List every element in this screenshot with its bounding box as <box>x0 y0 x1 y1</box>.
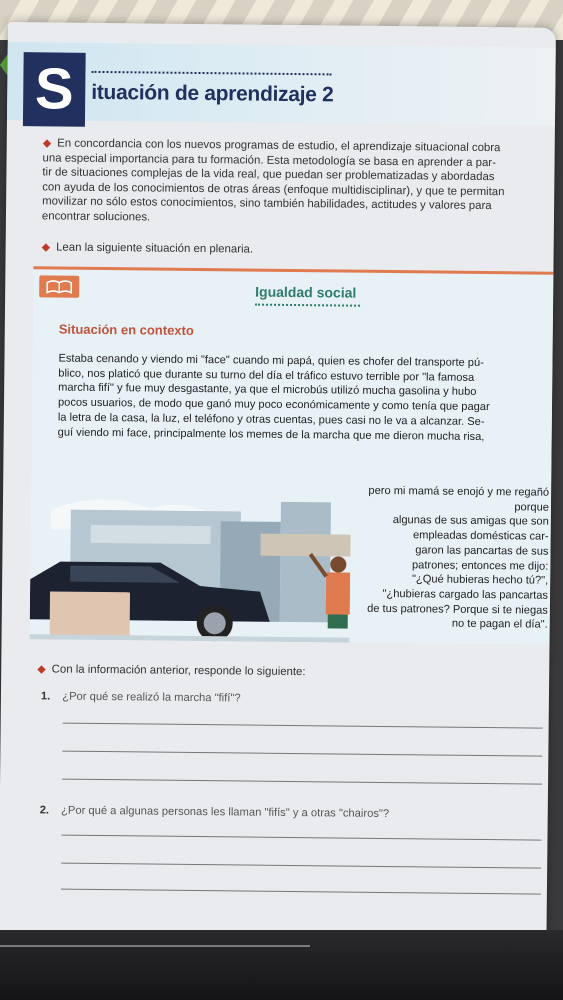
question-number: 1. <box>40 690 51 703</box>
bottom-rule <box>0 945 310 947</box>
intro-line: una especial importancia para tu formación. Esta metodología se basa en aprender a par- <box>42 151 496 169</box>
context-title: Situación en contexto <box>58 321 194 338</box>
bullet-icon: ◆ <box>37 663 46 676</box>
header-band <box>7 42 556 126</box>
header-dotted-rule <box>91 71 331 78</box>
story-text-right <box>336 483 550 632</box>
intro-line: encontrar soluciones. <box>41 210 151 224</box>
section-initial-box <box>23 52 86 127</box>
story-line: pocos usuarios, de modo que ganó muy poco económicamente y como tenía que pagar <box>57 396 490 414</box>
story-line: pero mi mamá se enojó y me regañó porque <box>368 484 550 514</box>
story-text <box>58 352 549 445</box>
story-line: la letra de la casa, la luz, el teléfono y otras cuentas, pues casi no le va a alcanzar. Se- <box>57 411 485 428</box>
answer-line[interactable] <box>61 889 541 895</box>
street-illustration <box>30 469 352 642</box>
story-line: "¿hubieras cargado las pancartas <box>382 587 549 602</box>
activity-instruction-text: Con la información anterior, responde lo siguiente: <box>51 663 306 679</box>
answer-line[interactable] <box>61 835 541 841</box>
story-line: patrones; entonces me dijo: <box>411 558 549 573</box>
story-line: blico, nos platicó que durante su turno del día el tráfico estuvo terrible por "la famosa <box>58 367 475 384</box>
section-initial: S <box>34 56 74 122</box>
bottom-shadow <box>0 930 563 1000</box>
answer-line[interactable] <box>61 863 541 869</box>
book-tab <box>39 275 79 297</box>
box-title: Igualdad social <box>255 283 357 301</box>
bullet-icon: ◆ <box>41 241 51 254</box>
open-book-icon <box>45 278 73 294</box>
intro-line: tir de situaciones complejas de la vida real, que puedan ser problematizadas y abordadas <box>42 166 495 184</box>
intro-line: con ayuda de los conocimientos de otras áreas (enfoque multidisciplinar), y que te permitan <box>42 181 505 198</box>
page-title: ituación de aprendizaje 2 <box>91 80 334 107</box>
box-title-dotted-rule <box>255 304 360 307</box>
intro-line: movilizar no sólo estos conocimientos, sino también habilidades, actitudes y valores para <box>42 195 492 213</box>
story-line: algunas de sus amigas que son <box>392 514 549 529</box>
bullet-icon: ◆ <box>42 137 52 150</box>
story-line: no te pagan el día". <box>451 618 548 632</box>
textbook-page <box>0 22 556 953</box>
question-1 <box>41 690 241 704</box>
answer-line[interactable] <box>63 723 543 729</box>
story-line: guí viendo mi face, principalmente los memes de la marcha que me dieron mucha risa, <box>57 426 485 443</box>
situation-box <box>30 266 554 644</box>
question-number: 2. <box>39 804 50 817</box>
answer-line[interactable] <box>62 751 542 757</box>
story-line: "¿Qué hubieras hecho tú?", <box>411 573 549 587</box>
instruction-text: Lean la siguiente situación en plenaria. <box>56 241 254 256</box>
story-line: empleadas domésticas car- <box>412 529 549 543</box>
story-line: garon las pancartas de sus <box>415 544 549 558</box>
story-line: marcha fifí" y fue muy desgastante, ya que el microbús utilizó mucha gasolina y hubo <box>58 381 477 399</box>
question-2 <box>40 804 390 820</box>
activity-instruction <box>37 662 306 678</box>
story-line: Estaba cenando y viendo mi "face" cuando mi papá, quien es chofer del transporte pú- <box>58 352 484 370</box>
intro-paragraph <box>42 136 549 229</box>
story-line: de tus patrones? Porque si te niegas <box>367 602 548 617</box>
answer-line[interactable] <box>62 779 542 785</box>
intro-line: En concordancia con los nuevos programas de estudio, el aprendizaje situacional cobra <box>57 137 501 155</box>
instruction-read <box>42 240 254 255</box>
question-text: ¿Por qué se realizó la marcha "fifí"? <box>62 690 241 705</box>
question-text: ¿Por qué a algunas personas les llaman "fifís" y a otras "chairos"? <box>61 804 390 821</box>
